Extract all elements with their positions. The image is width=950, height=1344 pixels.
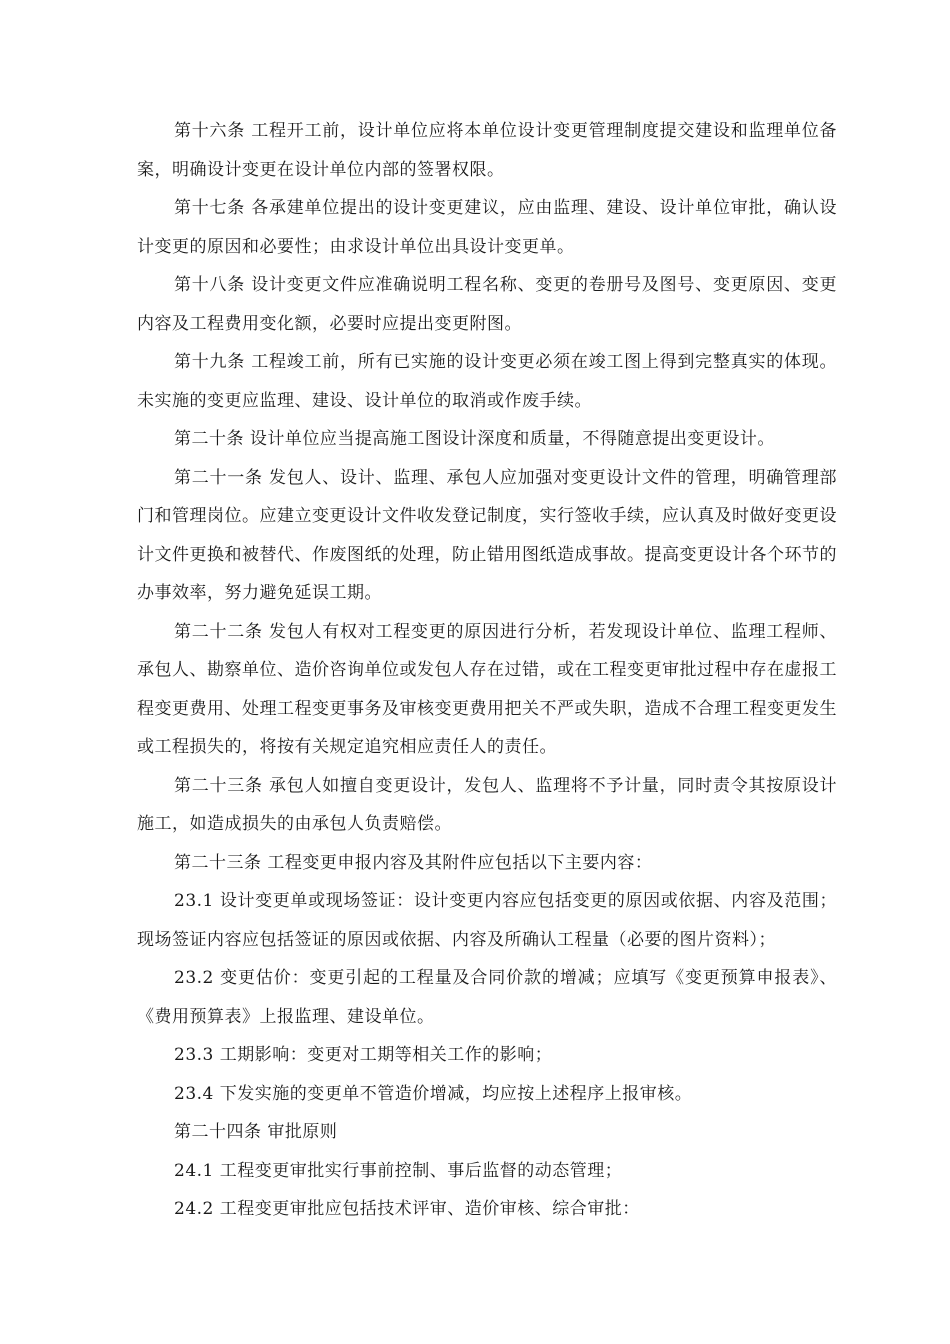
document-body bbox=[137, 112, 837, 1229]
article-17-paragraph: 第十七条 各承建单位提出的设计变更建议，应由监理、建设、设计单位审批，确认设计变更的原因和必要性；由求设计单位出具设计变更单。 bbox=[137, 198, 837, 257]
article-24-paragraph: 第二十四条 审批原则 bbox=[174, 1122, 338, 1142]
clause-23-4-paragraph: 23.4 下发实施的变更单不管造价增减，均应按上述程序上报审核。 bbox=[174, 1083, 693, 1104]
clause-23-2-paragraph: 23.2 变更估价：变更引起的工程量及合同价款的增减；应填写《变更预算申报表》、《费用预算表》上报监理、建设单位。 bbox=[137, 968, 837, 1027]
article-23b-paragraph: 第二十三条 工程变更申报内容及其附件应包括以下主要内容： bbox=[174, 852, 653, 873]
clause-24-1-paragraph: 24.1 工程变更审批实行事前控制、事后监督的动态管理； bbox=[174, 1160, 623, 1181]
article-19-paragraph: 第十九条 工程竣工前，所有已实施的设计变更必须在竣工图上得到完整真实的体现。未实施的变更应监理、建设、设计单位的取消或作废手续。 bbox=[137, 352, 837, 411]
article-20-paragraph: 第二十条 设计单位应当提高施工图设计深度和质量，不得随意提出变更设计。 bbox=[174, 429, 775, 449]
article-23-paragraph: 第二十三条 承包人如擅自变更设计，发包人、监理将不予计量，同时责令其按原设计施工，如造成损失的由承包人负责赔偿。 bbox=[137, 775, 837, 834]
clause-23-1-paragraph: 23.1 设计变更单或现场签证：设计变更内容应包括变更的原因或依据、内容及范围；现场签证内容应包括签证的原因或依据、内容及所确认工程量（必要的图片资料）； bbox=[137, 891, 837, 950]
clause-24-2-paragraph: 24.2 工程变更审批应包括技术评审、造价审核、综合审批： bbox=[174, 1199, 640, 1219]
article-18-paragraph: 第十八条 设计变更文件应准确说明工程名称、变更的卷册号及图号、变更原因、变更内容及工程费用变化额，必要时应提出变更附图。 bbox=[137, 275, 837, 334]
article-21-paragraph: 第二十一条 发包人、设计、监理、承包人应加强对变更设计文件的管理，明确管理部门和管理岗位。应建立变更设计文件收发登记制度，实行签收手续，应认真及时做好变更设计文件更换和被替代、作废图纸的处理，防止错用图纸造成事故。提高变更设计各个环节的办事效率，努力避免延误工期。 bbox=[137, 467, 837, 603]
article-16-paragraph: 第十六条 工程开工前，设计单位应将本单位设计变更管理制度提交建设和监理单位备案，明确设计变更在设计单位内部的签署权限。 bbox=[137, 121, 837, 180]
clause-23-3-paragraph: 23.3 工期影响：变更对工期等相关工作的影响； bbox=[174, 1045, 553, 1065]
article-22-paragraph: 第二十二条 发包人有权对工程变更的原因进行分析，若发现设计单位、监理工程师、承包人、勘察单位、造价咨询单位或发包人存在过错，或在工程变更审批过程中存在虚报工程变更费用、处理工程变更事务及审核变更费用把关不严或失职，造成不合理工程变更发生或工程损失的，将按有关规定追究相应责任人的责任。 bbox=[137, 621, 837, 757]
